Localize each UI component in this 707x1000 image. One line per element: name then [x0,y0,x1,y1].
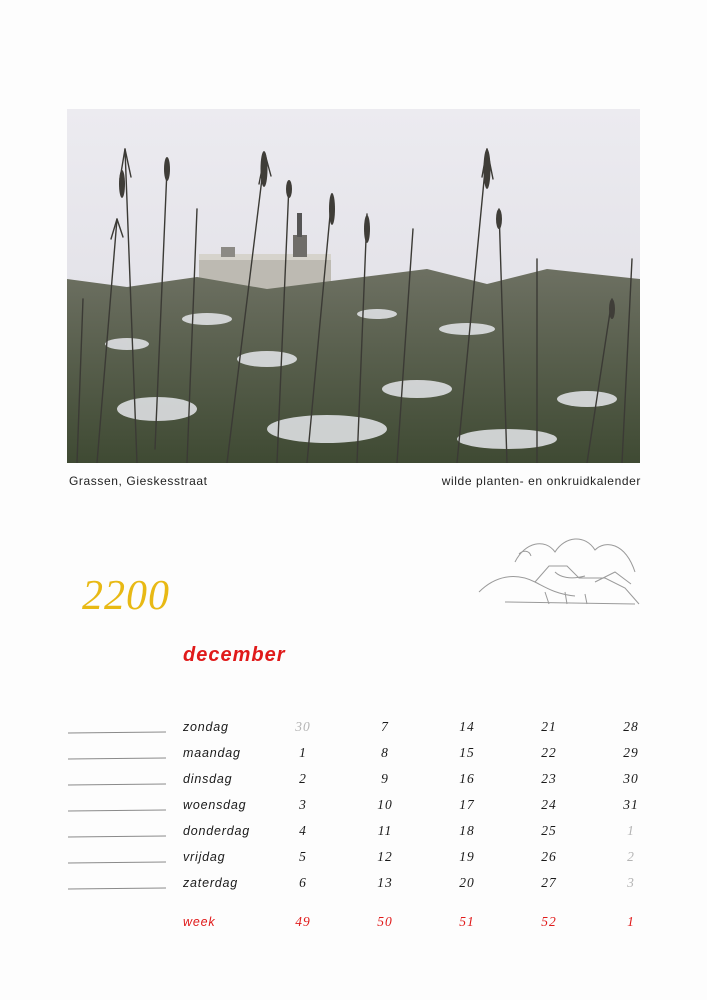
date-cell: 5 [299,849,307,864]
note-line [68,861,166,863]
calendar-year: 2200 [82,573,170,619]
photo-snowy-grass [67,109,640,463]
calendar-row [0,876,707,896]
note-line [68,757,166,759]
note-line [68,731,166,733]
calendar-series-title: wilde planten- en onkruidkalender [441,474,641,488]
sketch-illustration [475,532,643,612]
day-name: woensdag [183,798,247,812]
date-cell: 7 [381,719,389,734]
date-cell: 30 [623,771,639,786]
calendar-row [0,824,707,844]
day-name: maandag [183,746,241,760]
date-cell: 2 [299,771,307,786]
note-line [68,783,166,785]
date-cell: 30 [295,719,311,734]
date-cell: 29 [623,745,639,760]
date-cell: 3 [627,875,635,890]
date-cell: 26 [541,849,557,864]
calendar-row [0,720,707,740]
week-row [0,915,707,935]
day-name: vrijdag [183,850,226,864]
date-cell: 15 [459,745,475,760]
date-cell: 10 [377,797,393,812]
calendar-row [0,746,707,766]
date-cell: 2 [627,849,635,864]
date-cell: 14 [459,719,475,734]
week-number: 49 [295,914,311,929]
date-cell: 1 [299,745,307,760]
date-cell: 23 [541,771,557,786]
date-cell: 9 [381,771,389,786]
date-cell: 20 [459,875,475,890]
day-name: dinsdag [183,772,233,786]
date-cell: 11 [377,823,393,838]
calendar-month: december [183,644,286,666]
date-cell: 19 [459,849,475,864]
day-name: zaterdag [183,876,239,890]
week-number: 52 [541,914,557,929]
date-cell: 18 [459,823,475,838]
date-cell: 25 [541,823,557,838]
photo-caption: Grassen, Gieskesstraat [69,474,208,488]
date-cell: 27 [541,875,557,890]
note-line [68,809,166,811]
date-cell: 12 [377,849,393,864]
date-cell: 4 [299,823,307,838]
note-line [68,835,166,837]
week-number: 50 [377,914,393,929]
date-cell: 24 [541,797,557,812]
week-number: 51 [459,914,475,929]
calendar-row [0,798,707,818]
date-cell: 1 [627,823,635,838]
week-number: 1 [627,914,635,929]
date-cell: 6 [299,875,307,890]
calendar-row [0,772,707,792]
week-label: week [183,915,216,929]
note-line [68,887,166,889]
day-name: donderdag [183,824,250,838]
date-cell: 16 [459,771,475,786]
date-cell: 31 [623,797,639,812]
date-cell: 13 [377,875,393,890]
calendar-photo [67,109,640,463]
date-cell: 8 [381,745,389,760]
calendar-row [0,850,707,870]
date-cell: 28 [623,719,639,734]
day-name: zondag [183,720,229,734]
date-cell: 22 [541,745,557,760]
date-cell: 21 [541,719,557,734]
date-cell: 3 [299,797,307,812]
date-cell: 17 [459,797,475,812]
